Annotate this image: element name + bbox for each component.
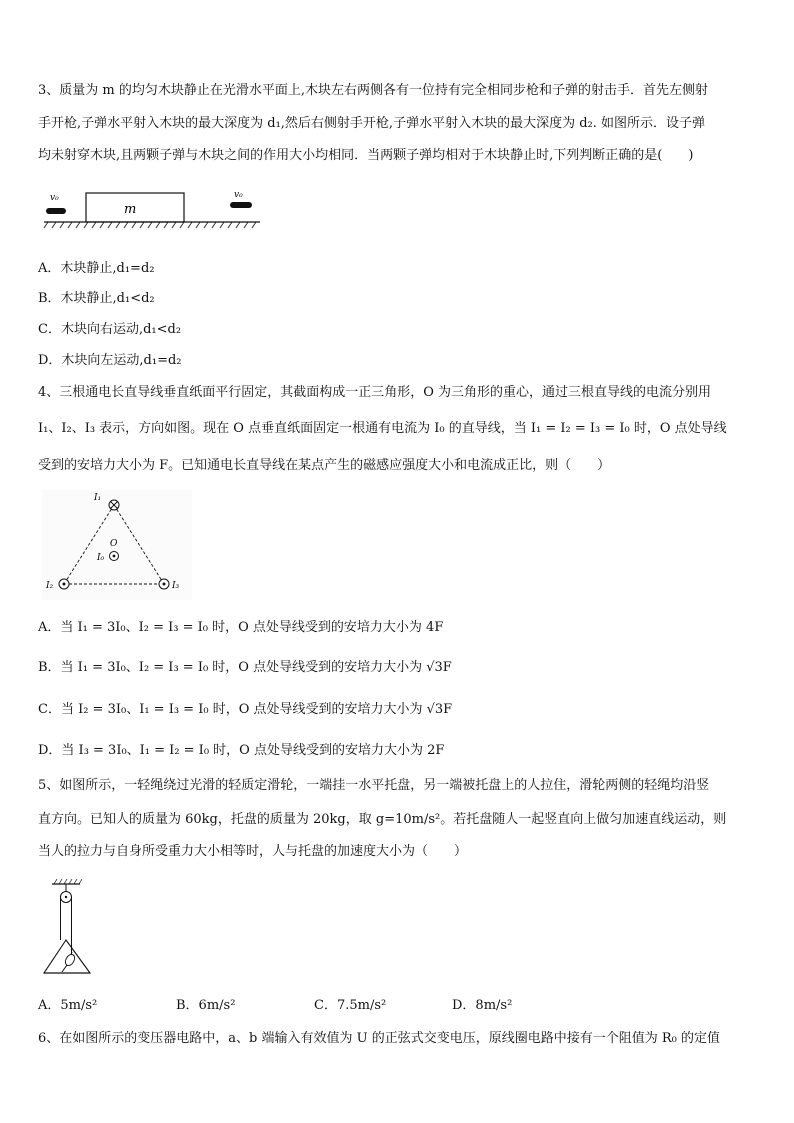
q4-label-i3: I₃ [172,581,180,591]
q5-text-line3: 当人的拉力与自身所受重力大小相等时，人与托盘的加速度大小为（ ） [38,844,468,859]
q4-wire-i2-out-of-page [59,579,69,589]
q3-v0-right-label: v₀ [234,190,243,200]
q3-option-d[interactable]: D．木块向左运动,d₁=d₂ [38,353,182,368]
q4-text-line3: 受到的安培力大小为 F。已知通电长直导线在某点产生的磁感应强度大小和电流成正比，则（ ） [38,458,611,473]
q3-v0-left-label: v₀ [50,193,59,203]
q5-option-b[interactable]: B．6m/s² [176,998,236,1013]
q3-option-b[interactable]: B．木块静止,d₁<d₂ [38,291,155,306]
q4-wire-i0-at-o [110,552,119,561]
q5-option-c[interactable]: C．7.5m/s² [314,998,387,1013]
q4-text-line1: 4、三根通电长直导线垂直纸面平行固定，其截面构成一正三角形，O 为三角形的重心，通过三根直导线的电流分别用 [38,385,712,400]
q5-person [62,952,76,972]
q5-option-a[interactable]: A．5m/s² [38,998,98,1013]
q4-label-i1: I₁ [94,493,102,503]
q4-label-i2: I₂ [46,581,54,591]
q5-figure-pulley-person-tray [40,878,110,978]
q4-option-d[interactable]: D．当 I₃ = 3I₀、I₁ = I₂ = I₀ 时，O 点处导线受到的安培力大小为 2F [38,743,445,758]
q4-label-i0: I₀ [97,553,105,563]
q3-text-line2: 手开枪,子弹水平射入木块的最大深度为 d₁,然后右侧射手开枪,子弹水平射入木块的最大深度为 d₂. 如图所示．设子弹 [38,116,705,131]
q5-options-row [38,997,758,1015]
q4-wire-i1-into-page [109,500,119,510]
q4-option-b[interactable]: B．当 I₁ = 3I₀、I₂ = I₃ = I₀ 时，O 点处导线受到的安培力大小为 √3F [38,660,452,675]
q4-option-c[interactable]: C．当 I₂ = 3I₀、I₁ = I₃ = I₀ 时，O 点处导线受到的安培力大小为 √3F [38,702,453,717]
q3-text-line1: 3、质量为 m 的均匀木块静止在光滑水平面上,木块左右两侧各有一位持有完全相同步枪和子弹的射击手．首先左侧射 [38,83,708,98]
q4-text-line2: I₁、I₂、I₃ 表示，方向如图。现在 O 点垂直纸面固定一根通有电流为 I₀ 的直导线，当 I₁ = I₂ = I₃ = I₀ 时，O 点处导线 [38,421,727,436]
q4-label-o: O [110,539,118,549]
q3-option-a[interactable]: A．木块静止,d₁=d₂ [38,261,155,276]
q5-text-line2: 直方向。已知人的质量为 60kg，托盘的质量为 20kg，取 g=10m/s²。若托盘随人一起竖直向上做匀加速直线运动，则 [38,812,727,827]
q5-option-d[interactable]: D．8m/s² [452,998,513,1013]
q3-text-line3: 均未射穿木块,且两颗子弹与木块之间的作用大小均相同．当两颗子弹均相对于木块静止时,下列判断正确的是( ) [38,148,694,163]
q5-tray-triangle [44,940,90,973]
q3-option-c[interactable]: C．木块向右运动,d₁<d₂ [38,322,182,337]
q3-right-bullet [230,202,252,208]
q3-left-bullet [46,208,66,214]
q3-ground-hatching [44,222,256,228]
q4-option-a[interactable]: A．当 I₁ = 3I₀、I₂ = I₃ = I₀ 时，O 点处导线受到的安培力大小为 4F [38,620,444,635]
q4-figure-triangle-wires [42,490,192,600]
q3-figure-block-bullets [44,183,264,233]
q6-text-line1: 6、在如图所示的变压器电路中，a、b 端输入有效值为 U 的正弦式交变电压，原线圈电路中接有一个阻值为 R₀ 的定值 [38,1031,720,1046]
q3-block-mass-label: m [124,202,137,217]
q5-text-line1: 5、如图所示，一轻绳绕过光滑的轻质定滑轮，一端挂一水平托盘，另一端被托盘上的人拉住，滑轮两侧的轻绳均沿竖 [38,778,710,793]
q4-wire-i3-out-of-page [159,579,169,589]
